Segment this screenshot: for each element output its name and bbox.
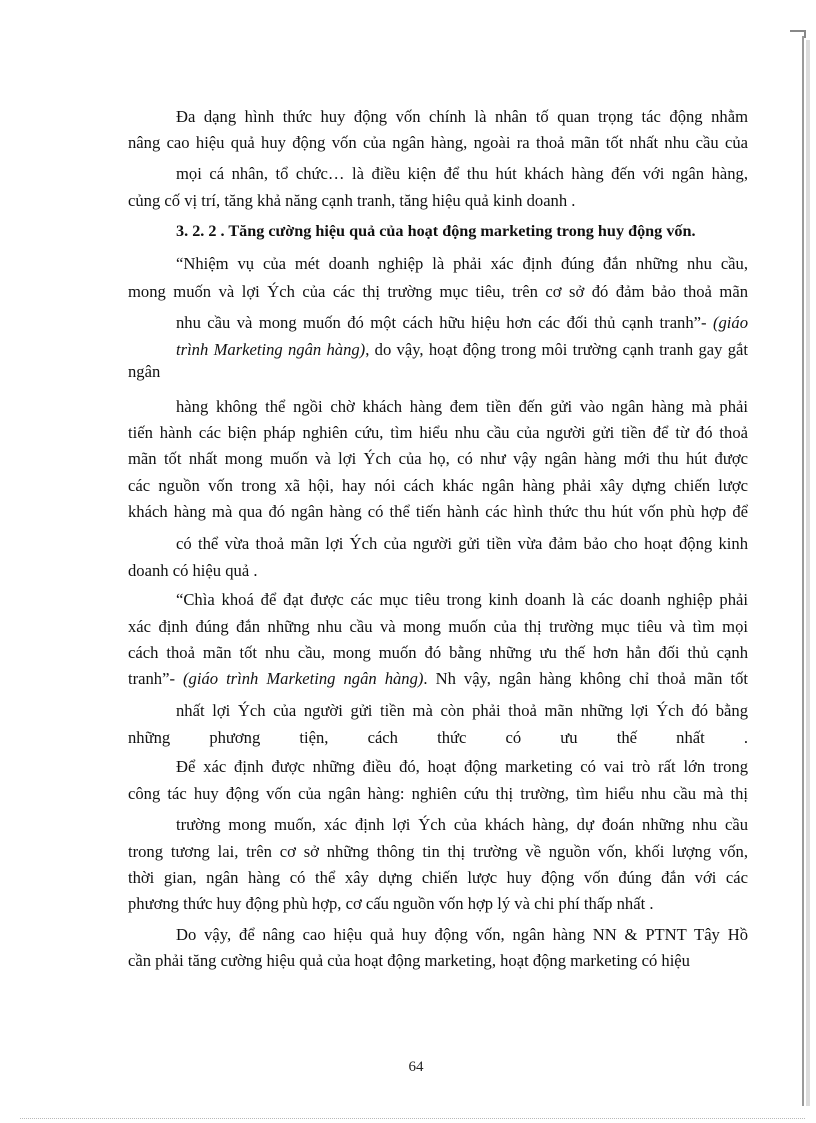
body-line: các nguồn vốn trong xã hội, hay nói cách khác ngân hàng phải xây dựng chiến lược	[128, 476, 748, 495]
body-line: mong muốn và lợi Ých của các thị trường mục tiêu, trên cơ sở đó đảm bảo thoả mãn	[128, 282, 748, 301]
body-line: nhất lợi Ých của người gửi tiền mà còn phải thoả mãn những lợi Ých đó bằng	[176, 701, 748, 720]
body-line: “Nhiệm vụ của mét doanh nghiệp là phải xác định đúng đắn những nhu cầu,	[176, 254, 748, 273]
body-line: phương thức huy động phù hợp, cơ cấu nguồn vốn hợp lý và chi phí thấp nhất .	[128, 894, 654, 913]
body-line: công tác huy động vốn của ngân hàng: nghiên cứu thị trường, tìm hiểu nhu cầu mà thị	[128, 784, 748, 803]
section-heading: 3. 2. 2 . Tăng cường hiệu quả của hoạt động marketing trong huy động vốn.	[176, 222, 696, 240]
body-line: tiến hành các biện pháp nghiên cứu, tìm hiểu nhu cầu của người gửi tiền để từ đó thoả	[128, 423, 748, 442]
page-border-bottom	[20, 1118, 805, 1119]
body-line: mọi cá nhân, tổ chức… là điều kiện để thu hút khách hàng đến với ngân hàng,	[176, 164, 748, 183]
body-text: , do vậy, hoạt động trong môi trường cạnh tranh gay gắt	[365, 340, 748, 359]
page-border-right	[802, 36, 804, 1106]
body-line: cách thoả mãn tốt nhu cầu, mong muốn đó bằng những ưu thế hơn hẳn đối thủ cạnh	[128, 643, 748, 662]
body-line	[176, 340, 748, 360]
citation-text: (giáo trình Marketing ngân hàng)	[183, 669, 424, 688]
body-line: nâng cao hiệu quả huy động vốn của ngân hàng, ngoài ra thoả mãn tốt nhất nhu cầu của	[128, 133, 748, 152]
body-line: khách hàng mà qua đó ngân hàng có thể tiến hành các hình thức thu hút vốn phù hợp để	[128, 502, 748, 521]
citation-text: trình Marketing ngân hàng)	[176, 340, 366, 359]
body-text: tranh”-	[128, 669, 184, 688]
page-border-shadow	[806, 40, 810, 1106]
body-line: Để xác định được những điều đó, hoạt động marketing có vai trò rất lớn trong	[176, 757, 748, 776]
body-line: Đa dạng hình thức huy động vốn chính là nhân tố quan trọng tác động nhằm	[176, 107, 748, 126]
body-line: Do vậy, để nâng cao hiệu quả huy động vốn, ngân hàng NN & PTNT Tây Hồ	[176, 925, 748, 944]
body-line: ngân	[128, 362, 161, 381]
body-line	[128, 669, 748, 689]
body-line: củng cố vị trí, tăng khả năng cạnh tranh, tăng hiệu quả kinh doanh .	[128, 191, 576, 210]
body-line	[176, 313, 748, 333]
body-line: cần phải tăng cường hiệu quả của hoạt động marketing, hoạt động marketing có hiệu	[128, 951, 690, 970]
body-text: nhu cầu và mong muốn đó một cách hữu hiệu hơn các đối thủ cạnh tranh”-	[176, 313, 713, 332]
body-text: . Nh vậy, ngân hàng không chỉ thoả mãn tốt	[423, 669, 748, 688]
body-line: xác định đúng đắn những nhu cầu và mong muốn của thị trường mục tiêu và tìm mọi	[128, 617, 748, 636]
body-line: những phương tiện, cách thức có ưu thế nhất .	[128, 728, 748, 747]
body-line: trong tương lai, trên cơ sở những thông tin thị trường về nguồn vốn, khối lượng vốn,	[128, 842, 748, 861]
citation-text: (giáo	[712, 313, 748, 332]
body-line: hàng không thể ngồi chờ khách hàng đem tiền đến gửi vào ngân hàng mà phải	[176, 397, 748, 416]
body-line: thời gian, ngân hàng có thể xây dựng chiến lược huy động vốn đúng đắn với các	[128, 868, 748, 887]
page-number: 64	[408, 1059, 424, 1075]
body-line: “Chìa khoá để đạt được các mục tiêu trong kinh doanh là các doanh nghiệp phải	[176, 590, 748, 609]
body-line: có thể vừa thoả mãn lợi Ých của người gửi tiền vừa đảm bảo cho hoạt động kinh	[176, 534, 748, 553]
body-line: doanh có hiệu quả .	[128, 561, 258, 580]
body-line: trường mong muốn, xác định lợi Ých của khách hàng, dự đoán những nhu cầu	[176, 815, 748, 834]
body-line: mãn tốt nhất mong muốn và lợi Ých của họ, có như vậy ngân hàng mới thu hút được	[128, 449, 748, 468]
